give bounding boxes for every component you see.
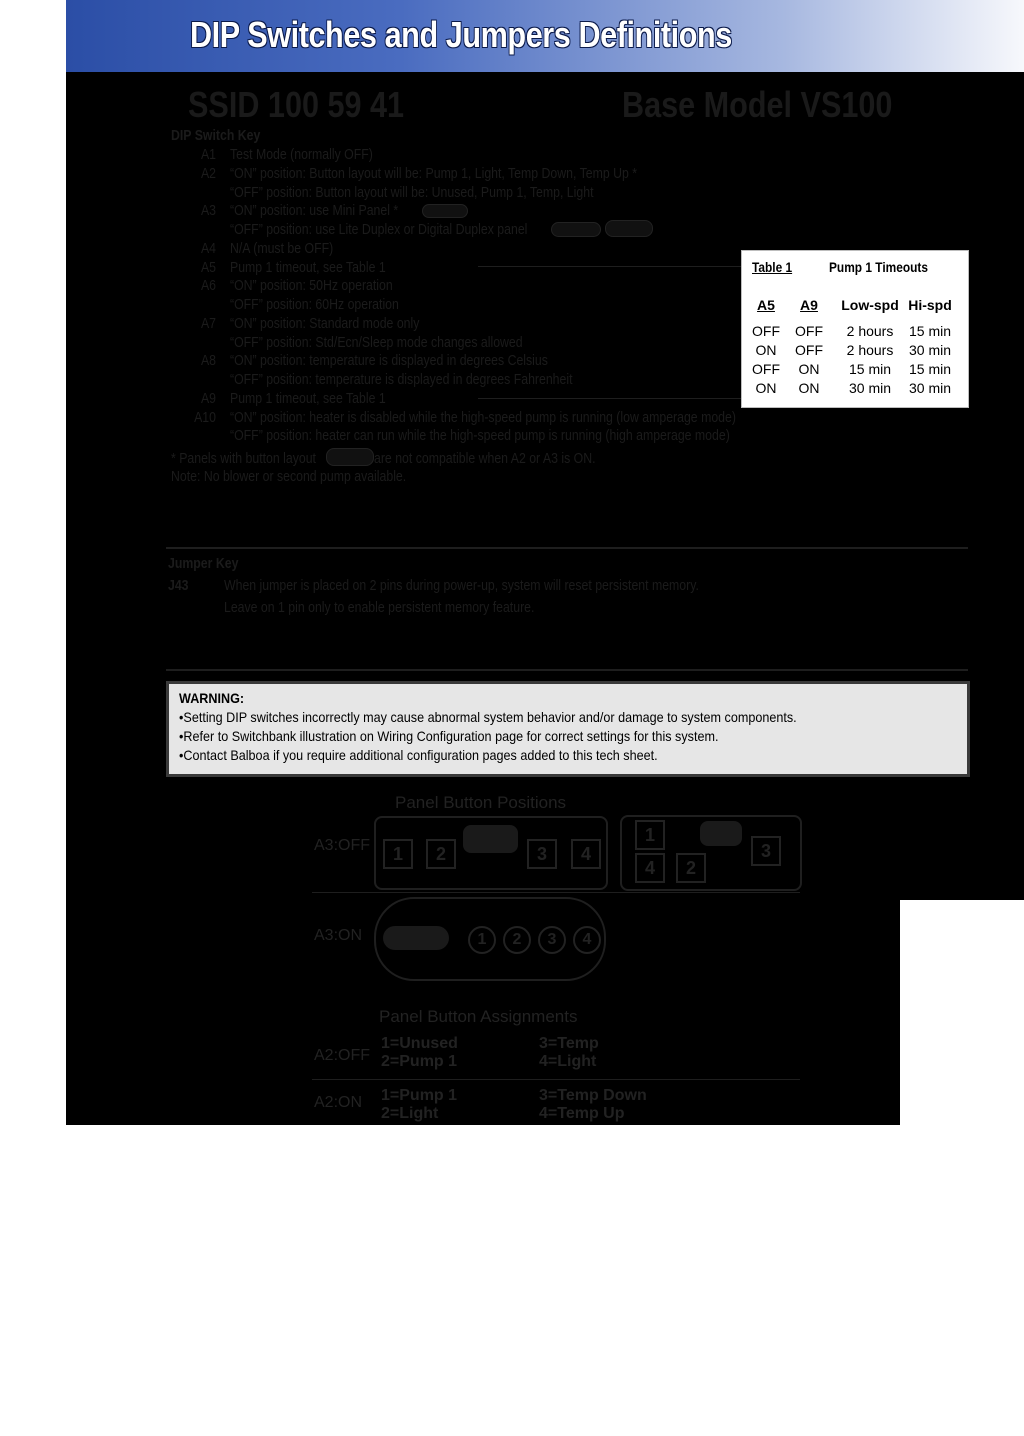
warning-title: WARNING: <box>179 690 245 706</box>
dip-switch-label: A2 <box>200 165 216 182</box>
dip-note-suffix: are not compatible when A2 or A3 is ON. <box>374 450 596 467</box>
warning-item: •Contact Balboa if you require additional configuration pages added to this tech sheet. <box>179 747 658 763</box>
panel-key: 3 <box>527 839 557 869</box>
row-label-a3-off: A3:OFF <box>314 837 371 854</box>
pump-timeouts-table <box>741 250 969 408</box>
table-cell: 2 hours <box>846 342 894 358</box>
assignment: 3=Temp <box>539 1035 599 1052</box>
table-cell: ON <box>755 342 777 358</box>
ssid-heading: SSID 100 59 41 <box>188 84 405 125</box>
digital-duplex-glyph <box>605 220 653 237</box>
table-cell: 15 min <box>848 361 892 377</box>
a9-leader-line <box>478 398 741 399</box>
assignment: 1=Unused <box>381 1035 458 1052</box>
warning-box <box>166 681 970 777</box>
panel-assignments-title: Panel Button Assignments <box>379 1007 578 1026</box>
a5-leader-line <box>478 266 741 267</box>
panel-key: 1 <box>383 839 413 869</box>
panel-key: 1 <box>635 820 665 850</box>
dip-switch-description: “ON” position: Button layout will be: Pump 1, Light, Temp Down, Temp Up * <box>230 165 638 182</box>
table-cell: OFF <box>795 342 823 358</box>
jumper-line-1: When jumper is placed on 2 pins during power-up, system will reset persistent memory. <box>224 577 699 594</box>
divider <box>312 1079 800 1080</box>
warning-item: •Refer to Switchbank illustration on Wiring Configuration page for correct settings for this system. <box>179 728 719 744</box>
dip-switch-description: “OFF” position: temperature is displayed in degrees Fahrenheit <box>230 371 573 388</box>
table-title: Pump 1 Timeouts <box>829 259 928 275</box>
divider <box>166 669 968 671</box>
dip-switch-description: “ON” position: temperature is displayed in degrees Celsius <box>230 352 548 369</box>
dip-switch-description: “OFF” position: heater can run while the high-speed pump is running (high amperage mode) <box>230 427 730 444</box>
dip-switch-label: A8 <box>200 352 216 369</box>
assignment: 4=Temp Up <box>539 1105 625 1122</box>
panel-key: 2 <box>503 926 531 954</box>
jumper-key-title: Jumper Key <box>168 555 239 572</box>
dip-switch-label: A1 <box>200 146 216 163</box>
display-window <box>383 926 449 950</box>
table-header: Low-spd <box>841 297 899 313</box>
table-label: Table 1 <box>752 259 793 275</box>
dip-switch-label: A10 <box>194 409 216 426</box>
dip-switch-label: A9 <box>200 390 216 407</box>
dip-key-title: DIP Switch Key <box>171 127 261 144</box>
jumper-label: J43 <box>168 577 189 594</box>
panel-key: 2 <box>426 839 456 869</box>
assignment: 2=Pump 1 <box>381 1053 458 1070</box>
divider <box>312 892 800 893</box>
mini-panel-glyph <box>422 204 468 218</box>
row-label-a3-on: A3:ON <box>314 927 363 944</box>
dip-switch-description: Test Mode (normally OFF) <box>230 146 373 163</box>
dip-switch-label: A5 <box>200 259 216 276</box>
dip-switch-description: “OFF” position: 60Hz operation <box>230 296 399 313</box>
dip-switch-description: N/A (must be OFF) <box>230 240 334 257</box>
table-cell: 30 min <box>908 342 952 358</box>
dip-switch-description: “ON” position: 50Hz operation <box>230 277 393 294</box>
dip-note-prefix: * Panels with button layout <box>171 450 316 467</box>
divider <box>166 547 968 549</box>
table-cell: 2 hours <box>846 323 894 339</box>
panel-key: 3 <box>538 926 566 954</box>
table-cell: 15 min <box>908 361 952 377</box>
header-banner <box>66 0 1024 72</box>
row-label-a2-off: A2:OFF <box>314 1047 371 1064</box>
panel-key: 4 <box>573 926 601 954</box>
base-model-heading: Base Model VS100 <box>622 84 893 125</box>
panel-key: 4 <box>571 839 601 869</box>
assignment: 1=Pump 1 <box>381 1087 458 1104</box>
panel-key: 1 <box>468 926 496 954</box>
table-cell: ON <box>798 380 820 396</box>
page-title: DIP Switches and Jumpers Definitions <box>190 14 732 55</box>
dip-switch-label: A6 <box>200 277 216 294</box>
dip-note-no-blower: Note: No blower or second pump available. <box>171 468 407 485</box>
panel-positions-title: Panel Button Positions <box>395 793 567 812</box>
warning-item: •Setting DIP switches incorrectly may cause abnormal system behavior and/or damage to system components. <box>179 709 797 725</box>
table-cell: ON <box>798 361 820 377</box>
assignment: 2=Light <box>381 1105 439 1122</box>
dip-switch-description: “ON” position: use Mini Panel * <box>230 202 399 219</box>
assignment: 3=Temp Down <box>539 1087 647 1104</box>
dip-switch-description: “OFF” position: use Lite Duplex or Digital Duplex panel <box>230 221 528 238</box>
panel-key: 2 <box>676 853 706 883</box>
row-label-a2-on: A2:ON <box>314 1094 363 1111</box>
table-header: A5 <box>757 297 775 313</box>
jumper-line-2: Leave on 1 pin only to enable persistent memory feature. <box>224 599 535 616</box>
dip-switch-description: “OFF” position: Std/Ecn/Sleep mode changes allowed <box>230 334 523 351</box>
table-cell: 15 min <box>908 323 952 339</box>
panel-key: 3 <box>751 836 781 866</box>
dip-switch-description: “ON” position: Standard mode only <box>230 315 420 332</box>
display-window <box>700 821 742 846</box>
table-cell: 30 min <box>848 380 892 396</box>
display-window <box>463 825 518 853</box>
table-cell: OFF <box>752 323 780 339</box>
dip-switch-label: A7 <box>200 315 216 332</box>
table-header: A9 <box>800 297 818 313</box>
assignment: 4=Light <box>539 1053 597 1070</box>
dip-switch-description: Pump 1 timeout, see Table 1 <box>230 390 386 407</box>
dip-switch-description: “ON” position: heater is disabled while the high-speed pump is running (low amperage mode) <box>230 409 736 426</box>
table-cell: ON <box>755 380 777 396</box>
button-layout-glyph <box>326 448 374 466</box>
dip-switch-label: A4 <box>200 240 216 257</box>
dip-switch-description: “OFF” position: Button layout will be: Unused, Pump 1, Temp, Light <box>230 184 594 201</box>
lite-duplex-glyph <box>551 222 601 237</box>
panel-key: 4 <box>635 853 665 883</box>
table-cell: 30 min <box>908 380 952 396</box>
table-cell: OFF <box>795 323 823 339</box>
dip-switch-description: Pump 1 timeout, see Table 1 <box>230 259 386 276</box>
table-cell: OFF <box>752 361 780 377</box>
dip-switch-label: A3 <box>200 202 216 219</box>
table-header: Hi-spd <box>908 297 952 313</box>
